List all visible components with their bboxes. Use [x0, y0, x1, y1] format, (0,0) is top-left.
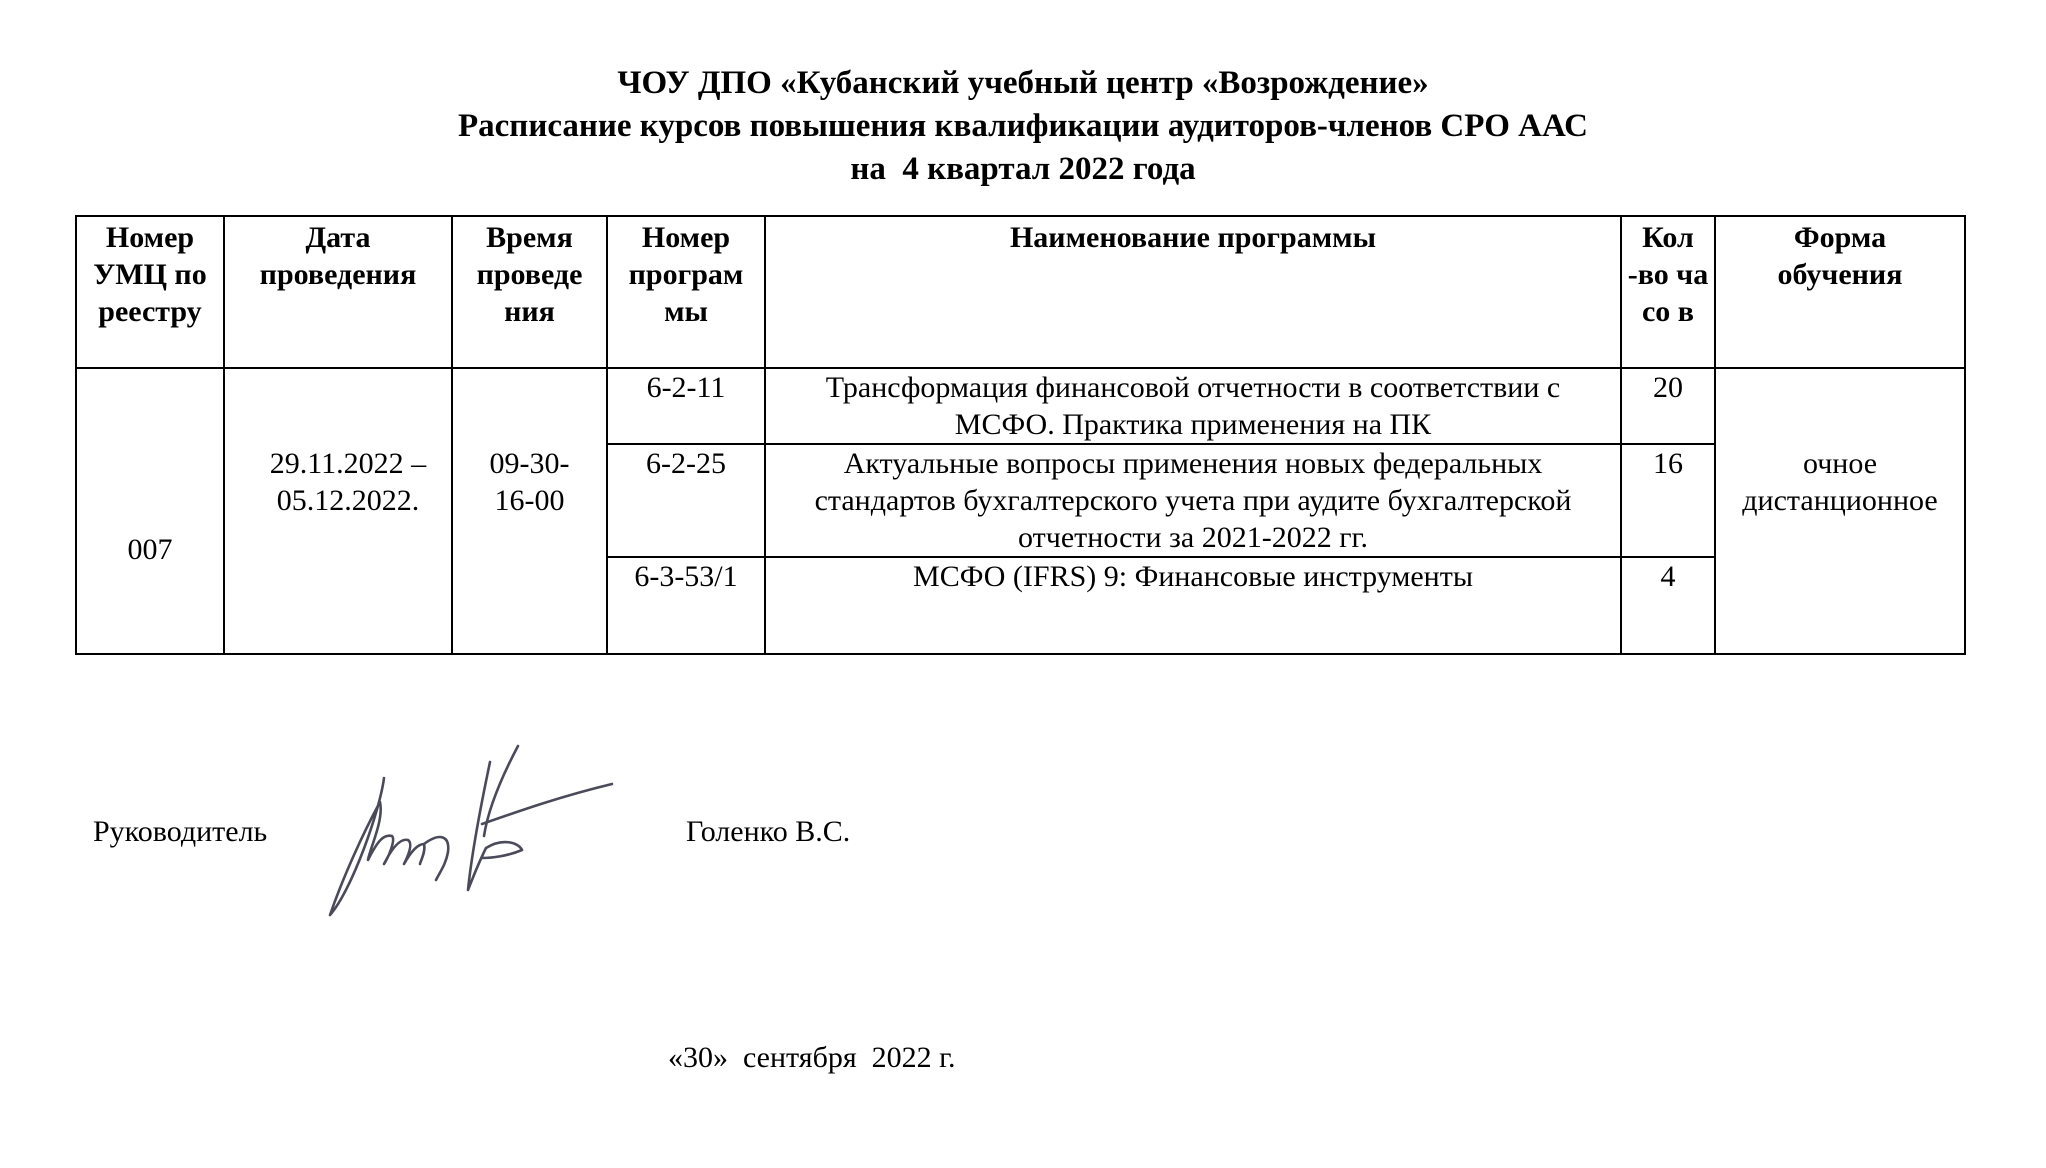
cell-program-name: Актуальные вопросы применения новых федеральных стандартов бухгалтерского учета при аудите бухгалтерской отчетности за 2021-2022 гг.: [765, 444, 1621, 557]
handwritten-signature: [322, 740, 622, 925]
cell-program-number: 6-2-11: [607, 368, 765, 444]
cell-program-number: 6-2-25: [607, 444, 765, 557]
cell-form: очное дистанционное: [1715, 368, 1965, 654]
cell-date: 29.11.2022 – 05.12.2022.: [224, 368, 452, 654]
signatory-name: Голенко В.С.: [686, 815, 851, 848]
cell-hours: 16: [1621, 444, 1715, 557]
header-program-name: Наименование программы: [765, 216, 1621, 368]
cell-program-name: Трансформация финансовой отчетности в соответствии с МСФО. Практика применения на ПК: [765, 368, 1621, 444]
cell-program-name: МСФО (IFRS) 9: Финансовые инструменты: [765, 557, 1621, 654]
header-time: Время проведе ния: [452, 216, 607, 368]
header-hours: Кол -во часо в: [1621, 216, 1715, 368]
document-header: [0, 62, 2046, 191]
period-title: на 4 квартал 2022 года: [850, 151, 1196, 187]
header-date: Дата проведения: [224, 216, 452, 368]
schedule-title: Расписание курсов повышения квалификации аудиторов-членов СРО ААС: [458, 108, 1588, 144]
signatory-role: Руководитель: [93, 815, 268, 848]
cell-time: 09-30- 16-00: [452, 368, 607, 654]
cell-umc-number: 007: [76, 368, 224, 654]
table-row: [76, 368, 1965, 444]
document-date: «30» сентября 2022 г.: [668, 1041, 956, 1074]
header-program-number: Номер програм мы: [607, 216, 765, 368]
header-form: Форма обучения: [1715, 216, 1965, 368]
cell-hours: 20: [1621, 368, 1715, 444]
header-umc-number: Номер УМЦ по реестру: [76, 216, 224, 368]
table-header-row: [76, 216, 1965, 368]
cell-program-number: 6-3-53/1: [607, 557, 765, 654]
cell-hours: 4: [1621, 557, 1715, 654]
organization-title: ЧОУ ДПО «Кубанский учебный центр «Возрождение»: [617, 65, 1429, 101]
schedule-table: [75, 215, 1966, 655]
